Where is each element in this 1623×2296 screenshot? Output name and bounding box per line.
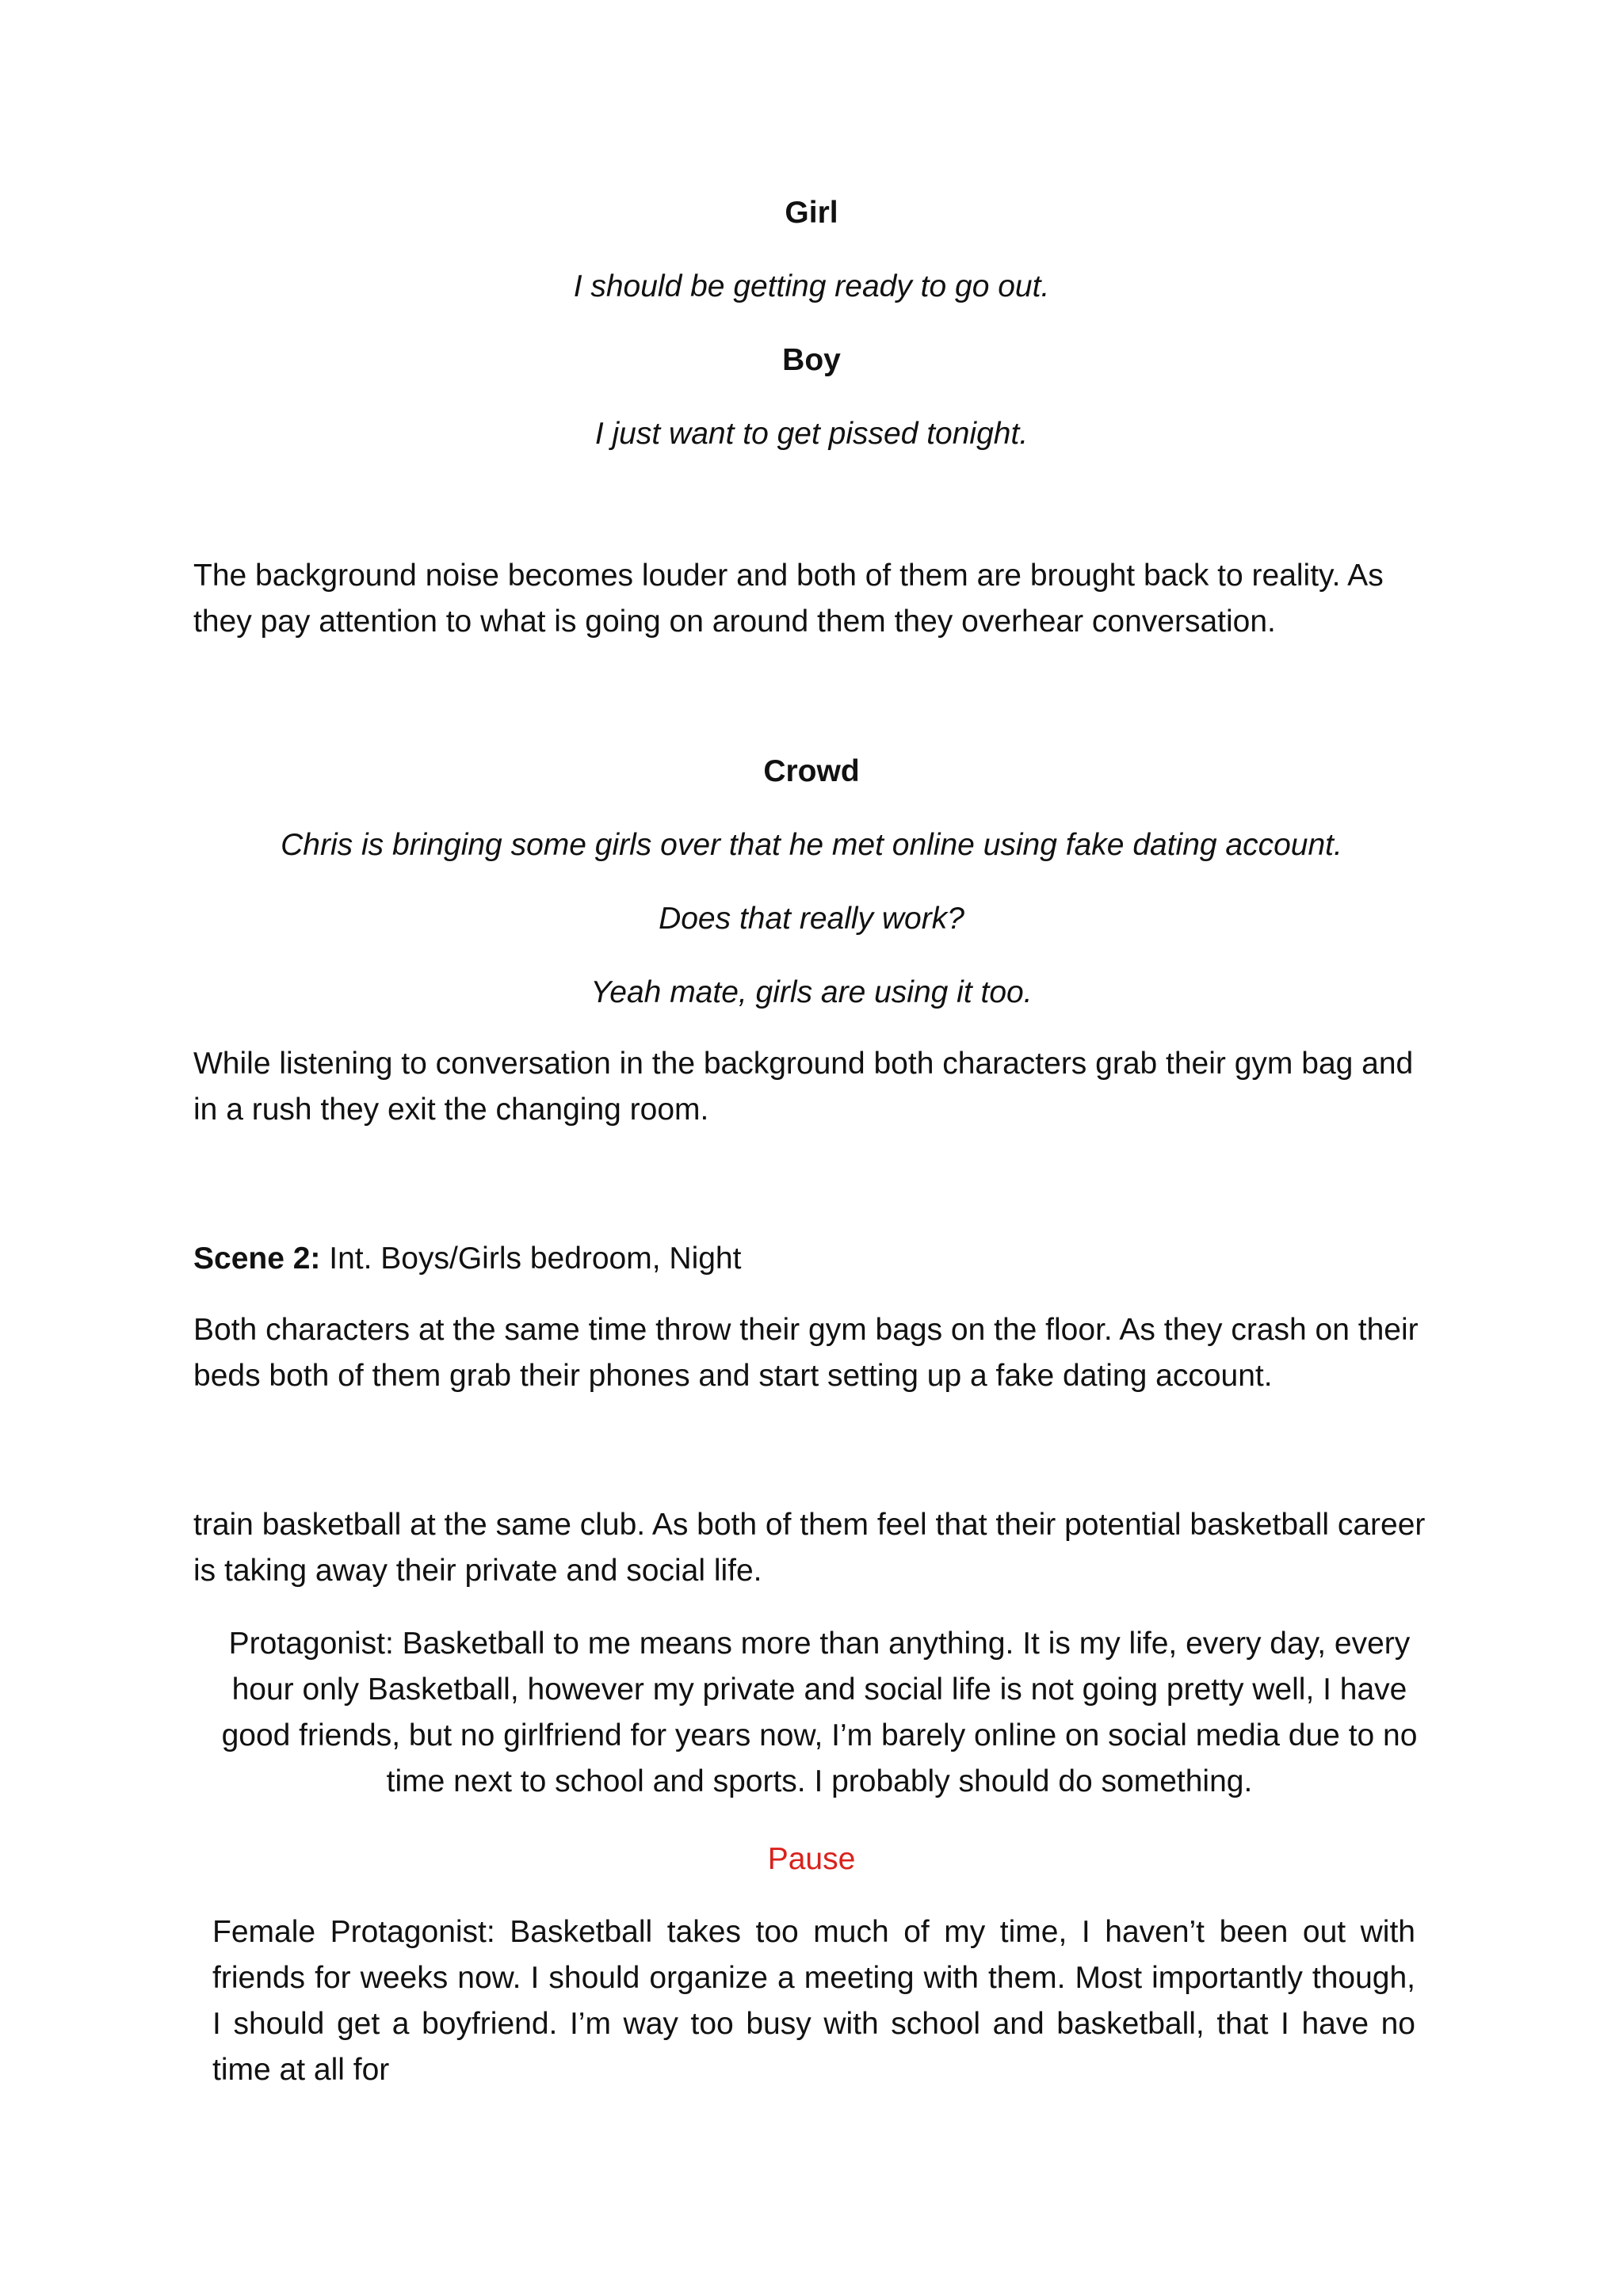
scene-location: Int. Boys/Girls bedroom, Night	[320, 1241, 742, 1276]
dialogue-boy: I just want to get pissed tonight.	[594, 417, 1029, 451]
action-paragraph-2: While listening to conversation in the background both characters grab their gym bag and in a rush they exit the changing room.	[193, 1047, 1414, 1127]
female-protagonist-monologue: Female Protagonist: Basketball takes too much of my time, I haven’t been out with friends for weeks now. I should organize a meeting with them. Most importantly though, I should get a boyfriend. I’m way too busy with school and basketball, that I have no time at all for	[212, 1915, 1415, 2087]
dialogue-crowd-1: Chris is bringing some girls over that he met online using fake dating account.	[281, 828, 1342, 862]
scene-label: Scene 2:	[193, 1241, 321, 1276]
speaker-crowd: Crowd	[763, 754, 860, 788]
action-paragraph-1: The background noise becomes louder and both of them are brought back to reality. As they pay attention to what is going on around them they overhear conversation.	[193, 559, 1384, 639]
action-paragraph-4: train basketball at the same club. As both of them feel that their potential basketball career is taking away their private and social life.	[193, 1508, 1426, 1588]
dialogue-crowd-2: Does that really work?	[659, 902, 964, 936]
protagonist-monologue: Protagonist: Basketball to me means more than anything. It is my life, every day, every hour only Basketball, however my private and social life is not going pretty well, I have good friends, but no girlfriend for years now, I’m barely online on social media due to no time next to school and sports. I probably should do something.	[221, 1627, 1418, 1798]
dialogue-girl: I should be getting ready to go out.	[573, 269, 1050, 303]
speaker-boy: Boy	[782, 343, 841, 377]
speaker-girl: Girl	[785, 196, 838, 230]
pause-direction: Pause	[767, 1842, 856, 1876]
action-paragraph-3: Both characters at the same time throw their gym bags on the floor. As they crash on their beds both of them grab their phones and start setting up a fake dating account.	[193, 1313, 1419, 1393]
scene-heading	[193, 1236, 1430, 1282]
dialogue-crowd-3: Yeah mate, girls are using it too.	[590, 975, 1033, 1009]
